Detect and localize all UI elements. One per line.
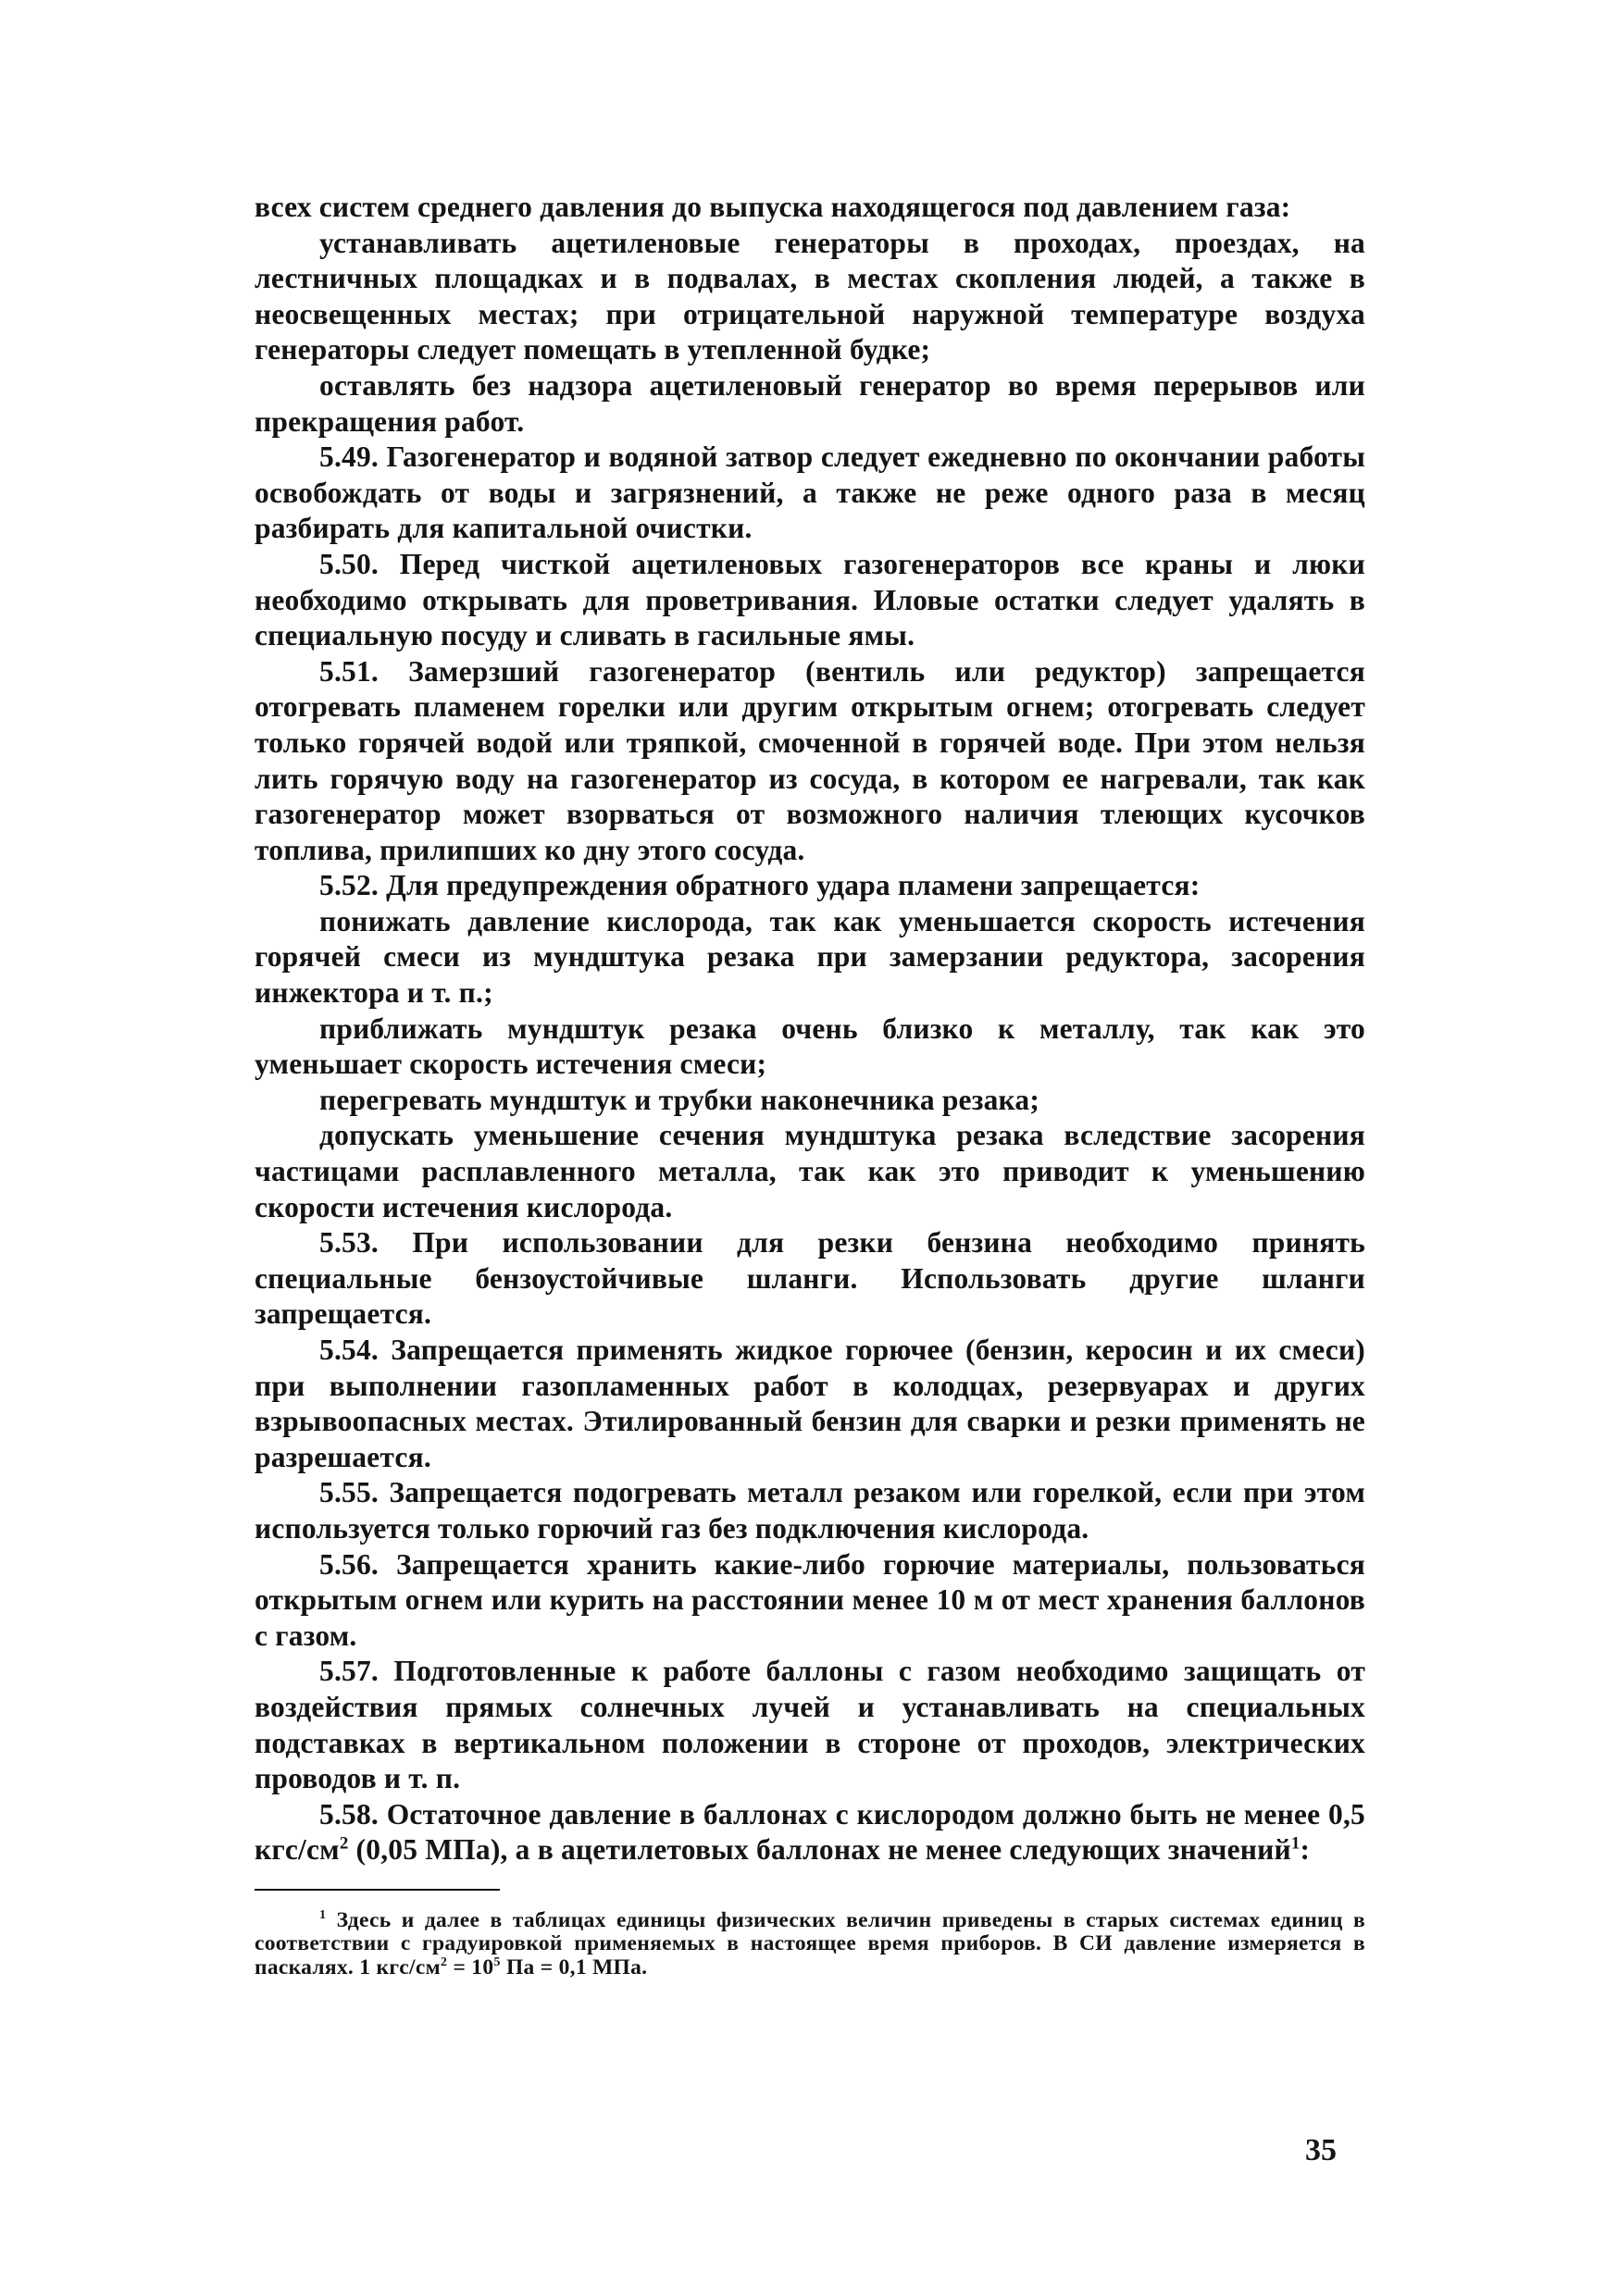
page-number: 35 (1305, 2133, 1337, 2167)
paragraph: перегревать мундштук и трубки наконечника резака; (319, 1083, 1040, 1116)
footnote-reference: 1 (1290, 1833, 1301, 1854)
footnote-text-mid: = 10 (447, 1955, 494, 1980)
body-text (255, 190, 1365, 1797)
paragraph: всех систем среднего давления до выпуска находящегося под давлением газа: (255, 191, 1291, 223)
footnote-exponent-1: 2 (440, 1955, 448, 1970)
footnote (255, 1909, 1365, 1980)
paragraph: оставлять без надзора ацетиленовый генератор во время перерывов или прекращения работ. (255, 368, 1365, 438)
paragraph-5-58-text: 5.58. Остаточное давление в баллонах с кислородом должно быть не менее 0,5 кгс/см (255, 1797, 1365, 1867)
paragraph-5-58-text-continued: (0,05 МПа), а в ацетилетовых баллонах не менее следующих значений (348, 1833, 1291, 1867)
paragraph: 5.54. Запрещается применять жидкое горючее (бензин, керосин и их смеси) при выполнении газопламенных работ в колодцах, резервуарах и других взрывоопасных местах. Этилированный бензин для сварки и резки применять не разрешается. (255, 1334, 1365, 1473)
paragraph: 5.55. Запрещается подогревать металл резаком или горелкой, если при этом используется только горючий газ без подключения кислорода. (255, 1476, 1365, 1545)
footnote-divider (255, 1889, 500, 1891)
paragraph: устанавливать ацетиленовые генераторы в проходах, проездах, на лестничных площадках и в подвалах, в местах скопления людей, а также в неосвещенных местах; при отрицательной наружной температуре воздуха генераторы следует помещать в утепленной будке; (255, 226, 1365, 366)
unit-exponent: 2 (339, 1833, 349, 1854)
paragraph-5-58-end: : (1300, 1833, 1311, 1867)
paragraph: понижать давление кислорода, так как уменьшается скорость истечения горячей смеси из мундштука резака при замерзании редуктора, засорения инжектора и т. п.; (255, 904, 1365, 1010)
paragraph: допускать уменьшение сечения мундштука резака вследствие засорения частицами расплавленного металла, так как это приводит к уменьшению скорости истечения кислорода. (255, 1119, 1365, 1223)
footnote-text-end: Па = 0,1 МПа. (500, 1955, 648, 1980)
footnote-text: Здесь и далее в таблицах единицы физических величин приведены в старых системах единиц в соответствии с градуировкой применяемых в настоящее время приборов. В СИ давление измеряется в паскалях. 1 кгс/см (255, 1907, 1365, 1980)
paragraph: 5.56. Запрещается хранить какие-либо горючие материалы, пользоваться открытым огнем или курить на расстоянии менее 10 м от мест хранения баллонов с газом. (255, 1547, 1365, 1652)
paragraph: 5.49. Газогенератор и водяной затвор следует ежедневно по окончании работы освобождать от воды и загрязнений, а также не реже одного раза в месяц разбирать для капитальной очистки. (255, 441, 1365, 545)
paragraph: 5.52. Для предупреждения обратного удара пламени запрещается: (319, 869, 1201, 902)
paragraph: 5.50. Перед чисткой ацетиленовых газогенераторов все краны и люки необходимо открывать для проветривания. Иловые остатки следует удалять в специальную посуду и сливать в гасильные ямы. (255, 547, 1365, 652)
paragraph: 5.51. Замерзший газогенератор (вентиль или редуктор) запрещается отогревать пламенем горелки или другим открытым огнем; отогревать следует только горячей водой или тряпкой, смоченной в горячей воде. При этом нельзя лить горячую воду на газогенератор из сосуда, в котором ее нагревали, так как газогенератор может взорваться от возможного наличия тлеющих кусочков топлива, прилипших ко дну этого сосуда. (255, 654, 1365, 866)
paragraph: 5.57. Подготовленные к работе баллоны с газом необходимо защищать от воздействия прямых солнечных лучей и устанавливать на специальных подставках в вертикальном положении в стороне от проходов, электрических проводов и т. п. (255, 1655, 1365, 1795)
page-content (255, 190, 1365, 1980)
paragraph: приближать мундштук резака очень близко к металлу, так как это уменьшает скорость истечения смеси; (255, 1011, 1365, 1081)
paragraph: 5.53. При использовании для резки бензина необходимо принять специальные бензоустойчивые шланги. Использовать другие шланги запрещается. (255, 1226, 1365, 1331)
paragraph-5-58 (255, 1797, 1365, 1868)
footnote-exponent-2: 5 (493, 1955, 501, 1970)
footnote-marker: 1 (319, 1907, 327, 1923)
